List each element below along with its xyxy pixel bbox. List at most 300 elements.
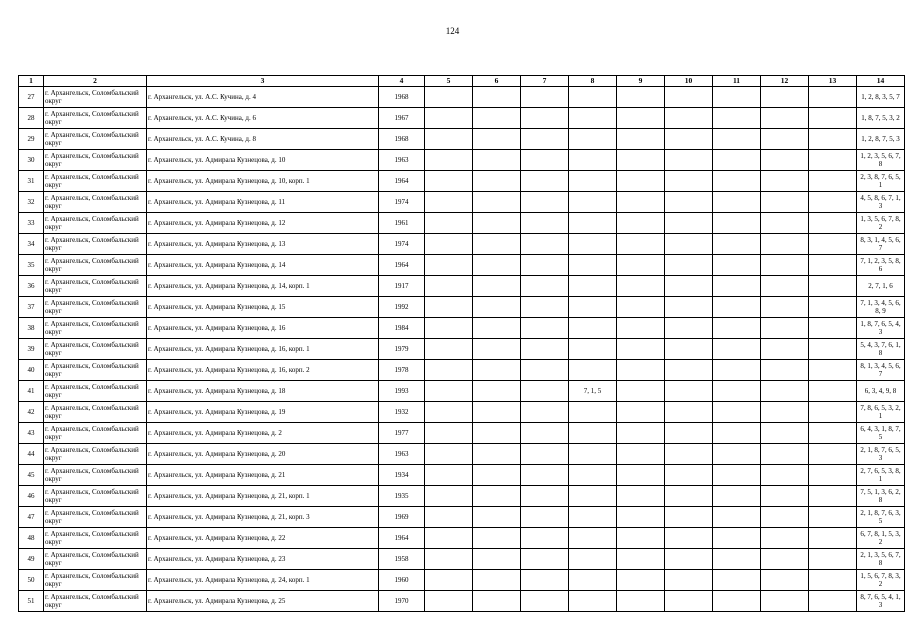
district-cell: г. Архангельск, Соломбальский округ [44,87,147,108]
col13-cell [809,507,857,528]
col9-cell [617,108,665,129]
col8-cell [569,150,617,171]
table-row [19,276,905,297]
col14-cell: 2, 1, 3, 5, 6, 7, 8 [857,549,905,570]
col7-cell [521,402,569,423]
col12-cell [761,570,809,591]
col5-cell [425,423,473,444]
col5-cell [425,129,473,150]
district-cell: г. Архангельск, Соломбальский округ [44,591,147,612]
col6-cell [473,465,521,486]
col9-cell [617,234,665,255]
year-cell: 1935 [379,486,425,507]
table-row [19,213,905,234]
row-number-cell: 35 [19,255,44,276]
col9-cell [617,402,665,423]
col9-cell [617,423,665,444]
col13-cell [809,276,857,297]
table-row [19,192,905,213]
col11-cell [713,507,761,528]
col6-cell [473,171,521,192]
row-number-cell: 49 [19,549,44,570]
col6-cell [473,591,521,612]
col10-cell [665,87,713,108]
address-cell: г. Архангельск, ул. Адмирала Кузнецова, д. 23 [147,549,379,570]
table-row [19,339,905,360]
col8-cell [569,486,617,507]
col10-cell [665,276,713,297]
col7-cell [521,297,569,318]
year-cell: 1967 [379,108,425,129]
col11-cell [713,150,761,171]
year-cell: 1934 [379,465,425,486]
year-cell: 1977 [379,423,425,444]
col10-cell [665,129,713,150]
col13-cell [809,150,857,171]
year-cell: 1993 [379,381,425,402]
year-cell: 1932 [379,402,425,423]
col12-cell [761,423,809,444]
col9-cell [617,276,665,297]
col8-cell [569,570,617,591]
col7-cell [521,591,569,612]
col9-cell [617,549,665,570]
district-cell: г. Архангельск, Соломбальский округ [44,486,147,507]
year-cell: 1964 [379,528,425,549]
col14-cell: 7, 8, 6, 5, 3, 2, 1 [857,402,905,423]
row-number-cell: 43 [19,423,44,444]
column-header: 9 [617,76,665,87]
col14-cell: 1, 5, 6, 7, 8, 3, 2 [857,570,905,591]
col12-cell [761,192,809,213]
col7-cell [521,276,569,297]
col5-cell [425,255,473,276]
col10-cell [665,591,713,612]
col12-cell [761,381,809,402]
col8-cell [569,234,617,255]
col13-cell [809,255,857,276]
col11-cell [713,465,761,486]
col8-cell [569,297,617,318]
col11-cell [713,570,761,591]
col11-cell [713,276,761,297]
table-row [19,528,905,549]
column-header: 2 [44,76,147,87]
col6-cell [473,234,521,255]
col11-cell [713,402,761,423]
col13-cell [809,486,857,507]
col14-cell: 2, 1, 8, 7, 6, 5, 3 [857,444,905,465]
table-row [19,87,905,108]
col8-cell [569,87,617,108]
col8-cell [569,360,617,381]
col11-cell [713,234,761,255]
col9-cell [617,507,665,528]
row-number-cell: 46 [19,486,44,507]
col11-cell [713,486,761,507]
col14-cell: 8, 3, 1, 4, 5, 6, 7 [857,234,905,255]
column-header: 4 [379,76,425,87]
year-cell: 1970 [379,591,425,612]
year-cell: 1979 [379,339,425,360]
col5-cell [425,276,473,297]
col5-cell [425,591,473,612]
address-cell: г. Архангельск, ул. Адмирала Кузнецова, д. 16, корп. 1 [147,339,379,360]
col9-cell [617,87,665,108]
district-cell: г. Архангельск, Соломбальский округ [44,465,147,486]
col10-cell [665,423,713,444]
col14-cell: 1, 8, 7, 6, 5, 4, 3 [857,318,905,339]
col12-cell [761,276,809,297]
col12-cell [761,255,809,276]
col10-cell [665,192,713,213]
address-cell: г. Архангельск, ул. Адмирала Кузнецова, д. 16, корп. 2 [147,360,379,381]
year-cell: 1992 [379,297,425,318]
table-row [19,360,905,381]
col8-cell [569,402,617,423]
col14-cell: 5, 4, 3, 7, 6, 1, 8 [857,339,905,360]
col12-cell [761,318,809,339]
col13-cell [809,318,857,339]
col5-cell [425,87,473,108]
col8-cell [569,171,617,192]
district-cell: г. Архангельск, Соломбальский округ [44,234,147,255]
col7-cell [521,360,569,381]
col14-cell: 1, 8, 7, 5, 3, 2 [857,108,905,129]
col9-cell [617,465,665,486]
col9-cell [617,360,665,381]
row-number-cell: 45 [19,465,44,486]
column-header: 1 [19,76,44,87]
district-cell: г. Архангельск, Соломбальский округ [44,339,147,360]
col14-cell: 2, 7, 6, 5, 3, 8, 1 [857,465,905,486]
row-number-cell: 30 [19,150,44,171]
col10-cell [665,150,713,171]
col8-cell [569,465,617,486]
row-number-cell: 32 [19,192,44,213]
table-row [19,129,905,150]
table-row [19,255,905,276]
col6-cell [473,486,521,507]
col11-cell [713,87,761,108]
row-number-cell: 33 [19,213,44,234]
district-cell: г. Архангельск, Соломбальский округ [44,213,147,234]
col7-cell [521,234,569,255]
district-cell: г. Архангельск, Соломбальский округ [44,192,147,213]
col8-cell [569,213,617,234]
district-cell: г. Архангельск, Соломбальский округ [44,276,147,297]
col6-cell [473,444,521,465]
column-header: 10 [665,76,713,87]
table-row [19,150,905,171]
row-number-cell: 39 [19,339,44,360]
col7-cell [521,171,569,192]
col12-cell [761,297,809,318]
address-cell: г. Архангельск, ул. Адмирала Кузнецова, д. 10 [147,150,379,171]
year-cell: 1978 [379,360,425,381]
col6-cell [473,213,521,234]
col14-cell: 1, 2, 8, 3, 5, 7 [857,87,905,108]
col11-cell [713,297,761,318]
col10-cell [665,255,713,276]
col6-cell [473,570,521,591]
table-row [19,108,905,129]
col8-cell [569,192,617,213]
col12-cell [761,507,809,528]
table-row [19,297,905,318]
col12-cell [761,87,809,108]
col14-cell: 6, 3, 4, 9, 8 [857,381,905,402]
col6-cell [473,339,521,360]
address-cell: г. Архангельск, ул. Адмирала Кузнецова, д. 12 [147,213,379,234]
col8-cell [569,108,617,129]
district-cell: г. Архангельск, Соломбальский округ [44,129,147,150]
col13-cell [809,360,857,381]
col9-cell [617,444,665,465]
col6-cell [473,528,521,549]
col12-cell [761,465,809,486]
district-cell: г. Архангельск, Соломбальский округ [44,171,147,192]
table-row [19,549,905,570]
col6-cell [473,129,521,150]
row-number-cell: 38 [19,318,44,339]
col13-cell [809,465,857,486]
col11-cell [713,213,761,234]
col12-cell [761,150,809,171]
year-cell: 1974 [379,234,425,255]
col7-cell [521,507,569,528]
address-cell: г. Архангельск, ул. Адмирала Кузнецова, д. 18 [147,381,379,402]
col12-cell [761,213,809,234]
table-row [19,402,905,423]
col6-cell [473,192,521,213]
table-row [19,234,905,255]
col11-cell [713,444,761,465]
col10-cell [665,402,713,423]
col6-cell [473,276,521,297]
col8-cell [569,255,617,276]
col6-cell [473,318,521,339]
district-cell: г. Архангельск, Соломбальский округ [44,549,147,570]
col5-cell [425,402,473,423]
col12-cell [761,528,809,549]
row-number-cell: 40 [19,360,44,381]
col13-cell [809,591,857,612]
col8-cell [569,507,617,528]
col9-cell [617,192,665,213]
column-header: 8 [569,76,617,87]
col11-cell [713,528,761,549]
col11-cell [713,591,761,612]
col14-cell: 7, 5, 1, 3, 6, 2, 8 [857,486,905,507]
col14-cell: 1, 2, 3, 5, 6, 7, 8 [857,150,905,171]
col13-cell [809,108,857,129]
col11-cell [713,423,761,444]
col13-cell [809,192,857,213]
year-cell: 1960 [379,570,425,591]
table-row [19,591,905,612]
district-cell: г. Архангельск, Соломбальский округ [44,108,147,129]
col6-cell [473,423,521,444]
column-header: 14 [857,76,905,87]
district-cell: г. Архангельск, Соломбальский округ [44,444,147,465]
col10-cell [665,444,713,465]
col5-cell [425,360,473,381]
district-cell: г. Архангельск, Соломбальский округ [44,360,147,381]
column-header: 12 [761,76,809,87]
col10-cell [665,570,713,591]
col7-cell [521,192,569,213]
col12-cell [761,108,809,129]
address-cell: г. Архангельск, ул. Адмирала Кузнецова, д. 25 [147,591,379,612]
address-cell: г. Архангельск, ул. А.С. Кучина, д. 6 [147,108,379,129]
row-number-cell: 28 [19,108,44,129]
col9-cell [617,591,665,612]
col11-cell [713,171,761,192]
address-cell: г. Архангельск, ул. Адмирала Кузнецова, д. 2 [147,423,379,444]
col8-cell [569,339,617,360]
col7-cell [521,423,569,444]
address-cell: г. Архангельск, ул. Адмирала Кузнецова, д. 11 [147,192,379,213]
col6-cell [473,150,521,171]
address-cell: г. Архангельск, ул. Адмирала Кузнецова, д. 14 [147,255,379,276]
table-row [19,381,905,402]
table-body [19,87,905,612]
address-cell: г. Архангельск, ул. Адмирала Кузнецова, д. 21 [147,465,379,486]
table-row [19,507,905,528]
col7-cell [521,570,569,591]
col5-cell [425,318,473,339]
col14-cell: 8, 7, 6, 5, 4, 1, 3 [857,591,905,612]
col6-cell [473,507,521,528]
district-cell: г. Архангельск, Соломбальский округ [44,255,147,276]
year-cell: 1964 [379,255,425,276]
col5-cell [425,339,473,360]
col13-cell [809,444,857,465]
col13-cell [809,129,857,150]
col14-cell: 2, 7, 1, 6 [857,276,905,297]
col9-cell [617,486,665,507]
col12-cell [761,129,809,150]
address-cell: г. Архангельск, ул. Адмирала Кузнецова, д. 21, корп. 3 [147,507,379,528]
col8-cell: 7, 1, 5 [569,381,617,402]
district-cell: г. Архангельск, Соломбальский округ [44,150,147,171]
column-header: 7 [521,76,569,87]
col14-cell: 1, 3, 5, 6, 7, 8, 2 [857,213,905,234]
col9-cell [617,129,665,150]
year-cell: 1968 [379,87,425,108]
col14-cell: 6, 7, 8, 1, 5, 3, 2 [857,528,905,549]
col7-cell [521,528,569,549]
col6-cell [473,297,521,318]
col9-cell [617,381,665,402]
col12-cell [761,234,809,255]
year-cell: 1984 [379,318,425,339]
col14-cell: 2, 3, 8, 7, 6, 5, 1 [857,171,905,192]
col10-cell [665,318,713,339]
col11-cell [713,255,761,276]
col14-cell: 7, 1, 2, 3, 5, 8, 6 [857,255,905,276]
year-cell: 1964 [379,171,425,192]
col5-cell [425,528,473,549]
row-number-cell: 50 [19,570,44,591]
col12-cell [761,486,809,507]
district-cell: г. Архангельск, Соломбальский округ [44,423,147,444]
col9-cell [617,255,665,276]
col7-cell [521,213,569,234]
col8-cell [569,423,617,444]
col8-cell [569,528,617,549]
page-number: 124 [445,26,460,36]
col7-cell [521,150,569,171]
col12-cell [761,444,809,465]
col8-cell [569,318,617,339]
address-cell: г. Архангельск, ул. Адмирала Кузнецова, д. 13 [147,234,379,255]
col11-cell [713,381,761,402]
col5-cell [425,444,473,465]
address-cell: г. Архангельск, ул. Адмирала Кузнецова, д. 16 [147,318,379,339]
col6-cell [473,108,521,129]
col13-cell [809,381,857,402]
district-cell: г. Архангельск, Соломбальский округ [44,402,147,423]
col10-cell [665,297,713,318]
col7-cell [521,129,569,150]
col8-cell [569,549,617,570]
col5-cell [425,108,473,129]
data-table [18,75,905,612]
col13-cell [809,528,857,549]
col7-cell [521,108,569,129]
col9-cell [617,213,665,234]
col12-cell [761,402,809,423]
district-cell: г. Архангельск, Соломбальский округ [44,381,147,402]
year-cell: 1969 [379,507,425,528]
year-cell: 1917 [379,276,425,297]
table-row [19,171,905,192]
col9-cell [617,528,665,549]
col7-cell [521,486,569,507]
col5-cell [425,192,473,213]
col10-cell [665,507,713,528]
address-cell: г. Архангельск, ул. Адмирала Кузнецова, д. 19 [147,402,379,423]
col7-cell [521,465,569,486]
header-row [19,76,905,87]
col5-cell [425,465,473,486]
row-number-cell: 31 [19,171,44,192]
address-cell: г. Архангельск, ул. Адмирала Кузнецова, д. 14, корп. 1 [147,276,379,297]
year-cell: 1963 [379,444,425,465]
row-number-cell: 27 [19,87,44,108]
address-cell: г. Архангельск, ул. Адмирала Кузнецова, д. 22 [147,528,379,549]
col12-cell [761,360,809,381]
col13-cell [809,213,857,234]
district-cell: г. Архангельск, Соломбальский округ [44,318,147,339]
col11-cell [713,549,761,570]
col10-cell [665,486,713,507]
column-header: 13 [809,76,857,87]
district-cell: г. Архангельск, Соломбальский округ [44,297,147,318]
col8-cell [569,276,617,297]
col5-cell [425,486,473,507]
row-number-cell: 29 [19,129,44,150]
col9-cell [617,570,665,591]
col13-cell [809,570,857,591]
col10-cell [665,381,713,402]
col11-cell [713,192,761,213]
col11-cell [713,129,761,150]
row-number-cell: 48 [19,528,44,549]
col5-cell [425,150,473,171]
